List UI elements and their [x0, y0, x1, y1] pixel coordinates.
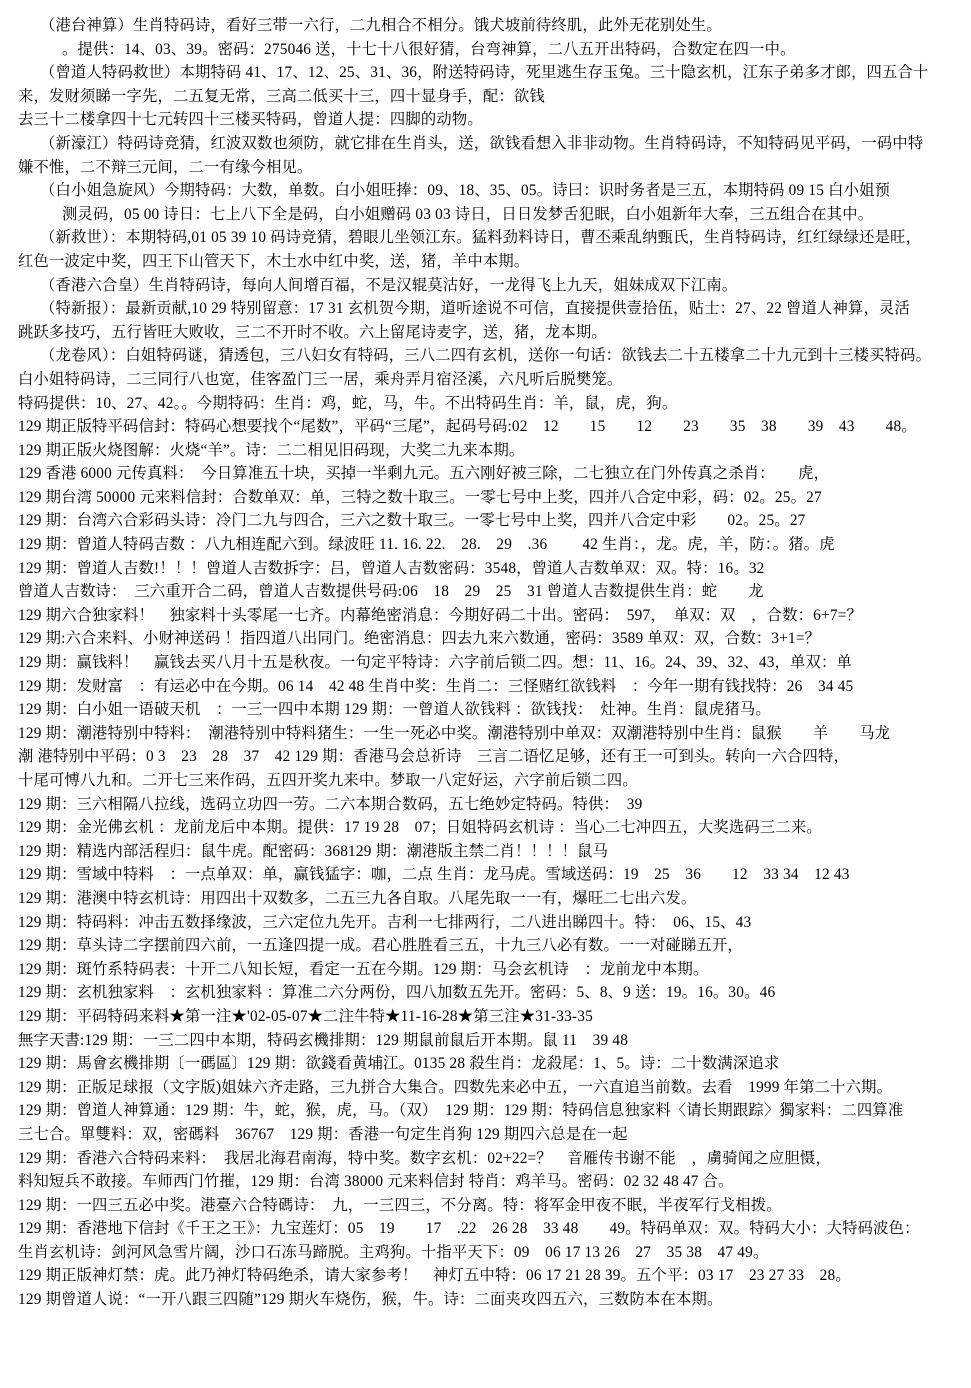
- document-line: 。提供：14、03、39。密码：275046 送，十七十八很好猜，台弯神算，二八五开出特码，合数定在四一中。: [62, 40, 796, 58]
- document-line: 白小姐特码诗，二三同行八也宽，佳客盈门三一居，乘舟弄月宿泾溪，六凡听后脱樊笼。: [18, 370, 623, 388]
- document-line: 来，发财须睇一字先，二五复无常，三高二低买十三，四十显身手，配：欲钱: [18, 87, 545, 105]
- document-line: 無字天書:129 期：一三二四中本期，特码玄機排期：129 期鼠前鼠后开本期。鼠 11 39 48: [18, 1031, 629, 1049]
- document-line: 129 期：香港六合特码来料： 我居北海君南海，特中奖。数字玄机：02+22=？ 音雁传书谢不能 ，虜骑闻之应胆慑，: [18, 1149, 831, 1167]
- document-line: 129 期：一四三五必中奖。港臺六合特碼诗： 九，一三四三，不分离。特：将军金甲夜不眠，半夜军行戈相拨。: [18, 1196, 782, 1214]
- document-line: （香港六合皇）生肖特码诗，每向人间增百福，不是汉辊莫沽好，一龙得飞上九天，姐妹成双下江南。: [40, 276, 738, 294]
- document-line: 129 期：发财富 ：有运必中在今期。06 14 42 48 生肖中奖：生肖二：三怪赌红欲钱料 ：今年一期有钱找特：26 34 45: [18, 677, 854, 695]
- document-line: 跳跃多技巧，五行皆旺大败收，三二不开时不收。六上留尾诗麦字，送，猪，龙本期。: [18, 323, 607, 341]
- document-line: 测灵码，05 00 诗日：七上八下全是码，白小姐赠码 03 03 诗日，日日发梦舌犯眠，白小姐新年大奉，三五组合在其中。: [62, 205, 874, 223]
- document-line: 129 期：草头诗二字摆前四六前，一五逢四提一成。君心胜胜看三五，十九三八必有数。一一对碰睇五开，: [18, 937, 743, 955]
- document-line: 129 期：香港地下信封《千王之王》：九宝莲灯：05 19 17 .22 26 28 33 48 49。特码单双：双。特码大小：大特码波色：: [18, 1220, 920, 1238]
- document-line: 129 期：玄机独家料 ：玄机独家料 ：算准二六分两份，四八加数五先开。密码：5、8、9 送：19。16。30。46: [18, 984, 776, 1002]
- document-line: （曾道人特码救世）本期特码 41、17、12、25、31、36，附送特码诗，死里逃生存玉兔。三十隐玄机，江东子弟多才郎，四五合十: [40, 64, 929, 82]
- document-line: 129 香港 6000 元传真料： 今日算准五十块，买掉一半剩九元。五六刚好被三除，二七独立在门外传真之杀肖： 虎，: [18, 465, 830, 483]
- document-line: （龙卷风）：白姐特码谜，猜透包，三八妇女有特码，三八二四有玄机，送你一句话：欲钱去二十五楼拿二十九元到十三楼买特码。: [40, 347, 932, 365]
- document-line: 129 期：三六相隔八拉线，选码立功四一劳。二六本期合数码，五七绝妙定特码。特供： 39: [18, 795, 643, 813]
- document-line: （港台神算）生肖特码诗，看好三带一六行，二九相合不相分。饿犬坡前待终肌，此外无花别处生。: [40, 17, 722, 34]
- document-line: 129 期正版特平码信封：特码心想要找个“尾数”，平码“三尾”，起码号码:02 12 15 12 23 35 38 39 43 48。: [18, 418, 917, 436]
- document-body: [18, 14, 953, 1312]
- document-line: 129 期：赢钱料！ 赢钱去买八月十五是秋夜。一句定平特诗：六字前后锁二四。想：11、16。24、39、32、43，单双：单: [18, 654, 853, 672]
- document-line: 129 期正版火烧图解：火烧“羊”。诗：二二相见旧码现，大奖二九来本期。: [18, 441, 525, 459]
- document-line: 129 期正版神灯禁：虎。此乃神灯特码绝杀，请大家参考！ 神灯五中特：06 17 21 28 39。五个平：03 17 23 27 33 28。: [18, 1267, 851, 1285]
- document-line: 129 期：曾道人神算通：129 期：牛，蛇，猴，虎，马。（双） 129 期：129 期：特码信息独家料〈请长期跟踪〉獨家料：二四算准: [18, 1102, 904, 1120]
- document-line: 红色一波定中奖，四王下山管天下，木土水中红中奖，送，猪，羊中本期。: [18, 252, 530, 270]
- document-line: 去三十二楼拿四十七元转四十三楼买特码，曾道人提：四脚的动物。: [18, 111, 483, 129]
- document-line: 129 期：潮港特别中特料： 潮港特别中特料猪生：一生一死必中奖。潮港特别中单双：双潮港特别中生肖：鼠猴 羊 马龙: [18, 724, 891, 742]
- document-line: 嫌不惟，二不辩三元间，二一有缘今相见。: [18, 158, 313, 176]
- document-line: 生肖玄机诗：剑河风急雪片阔，沙口石冻马蹄脱。主鸡狗。十指平天下：09 06 17 13 26 27 35 38 47 49。: [18, 1243, 769, 1261]
- document-line: （新救世）：本期特码,01 05 39 10 码诗竞猜，碧眼儿坐领江东。猛料劲料诗日，曹丕乘乱纳甄氏，生肖特码诗，红红绿绿还是旺，: [40, 229, 922, 247]
- document-line: 料知短兵不敢接。车师西门竹摧，129 期：台湾 38000 元来料信封 特肖：鸡羊马。密码：02 32 48 47 合。: [18, 1173, 734, 1191]
- document-line: 129 期：曾道人吉数!！！！曾道人吉数拆字：吕，曾道人吉数密码：3548，曾道人吉数单双：双。特：16。32: [18, 559, 765, 577]
- document-line: 129 期：港澳中特玄机诗：用四出十双数多，二五三九各自取。八尾先取一一有，爆旺二七出六发。: [18, 889, 697, 907]
- document-line: 129 期曾道人说：“一开八跟三四随”129 期火车烧伤，猴，牛。诗：二面夹攻四五六，三数防本在本期。: [18, 1291, 723, 1309]
- document-line: （白小姐急旋风）今期特码：大数，单数。白小姐旺捧：09、18、35、05。诗曰：识时务者是三五，本期特码 09 15 白小姐预: [40, 182, 891, 200]
- document-line: 129 期：金光佛玄机 ：龙前龙后中本期。提供：17 19 28 07；日姐特码玄机诗 ：当心二七冲四五，大奖选码三二来。: [18, 819, 822, 837]
- document-line: 曾道人吉数诗： 三六重开合二码，曾道人吉数提供号码:06 18 29 25 31 曾道人吉数提供生肖：蛇 龙: [18, 583, 764, 601]
- document-line: 129 期：特码料：冲击五数择缘波，三六定位九先开。吉利一七排两行，二八进出睇四十。特： 06、15、43: [18, 913, 752, 931]
- document-line: 三七合。單雙料：双，密碼料 36767 129 期：香港一句定生肖狗 129 期四六总是在一起: [18, 1125, 628, 1143]
- document-line: 129 期：馬會玄機排期〔一碼區〕129 期：欲錢看黄埔江。0135 28 殺生肖：龙殺尾：1、5。诗：二十数满深追求: [18, 1055, 780, 1073]
- document-line: 129 期：正版足球报（文字版)姐妹六齐走路，三九拼合大集合。四数先来必中五，一六直追当前数。去看 1999 年第二十六期。: [18, 1078, 893, 1096]
- document-line: 129 期：雪域中特料 ：一点单双：单，赢钱猛字：咖，二点 生肖：龙马虎。雪域送码：19 25 36 12 33 34 12 43: [18, 866, 850, 884]
- document-line: 129 期：平码特码来料★第一注★'02-05-07★二注牛特★11-16-28★第三注★31-33-35: [18, 1007, 593, 1025]
- document-line: 129 期台湾 50000 元来料信封：合数单双：单，三特之数十取三。一零七号中上奖，四并八合定中彩，码：02。25。27: [18, 488, 822, 506]
- document-line: 129 期：台湾六合彩码头诗：冷门二九与四合，三六之数十取三。一零七号中上奖，四并八合定中彩 02。25。27: [18, 512, 806, 530]
- document-line: 129 期六合独家料！ 独家料十头零尾一七齐。内幕绝密消息：今期好码二十出。密码： 597， 单双：双 ，合数：6+7=？: [18, 606, 863, 624]
- document-line: 潮 港特别中平码：0 3 23 28 37 42 129 期：香港马会总祈诗 三言二语忆足够，还有王一可到头。转向一六合四特，: [18, 748, 849, 766]
- document-line: 129 期：曾道人特码吉数 ：八九相连配六到。绿波旺 11. 16. 22. 28. 29 .36 42 生肖：，龙。虎，羊，防：。猪。虎: [18, 536, 835, 554]
- document-line: 129 期：斑竹系特码表：十开二八知长短，看定一五在今期。129 期：马会玄机诗 ：龙前龙中本期。: [18, 960, 709, 978]
- document-line: （特新报）：最新贡献,10 29 特别留意：17 31 玄机贺今期，道听途说不可信，直接提供壹拾伍，贴士：27、22 曾道人神算，灵活: [40, 300, 911, 318]
- document-line: （新濠江）特码诗竞猜，红波双数也须防，就它排在生肖头，送，欲钱看想入非非动物。生肖特码诗，不知特码见平码，一码中特: [40, 134, 924, 152]
- document-line: 129 期：精选内部活程归：鼠牛虎。配密码：368129 期：潮港版主禁二肖！！！！鼠马: [18, 842, 609, 860]
- document-line: 十尾可愽八九和。二开七三来作码，五四开奖九来中。梦取一八定好运，六字前后锁二四。: [18, 772, 638, 789]
- document-line: 特码提供：10、27、42。。今期特码：生肖：鸡，蛇，马，牛。不出特码生肖：羊，鼠，虎，狗。: [18, 394, 678, 412]
- document-line: 129 期：白小姐一语破天机 ：一三一四中本期 129 期：一曾道人欲钱料 ：欲钱找： 灶神。生肖：鼠虎猪马。: [18, 701, 771, 719]
- document-line: 129 期:六合来料、小财神送码 ！指四道八出同门。绝密消息：四去九来六数通，密码：3589 单双：双，合数：3+1=？: [18, 630, 821, 648]
